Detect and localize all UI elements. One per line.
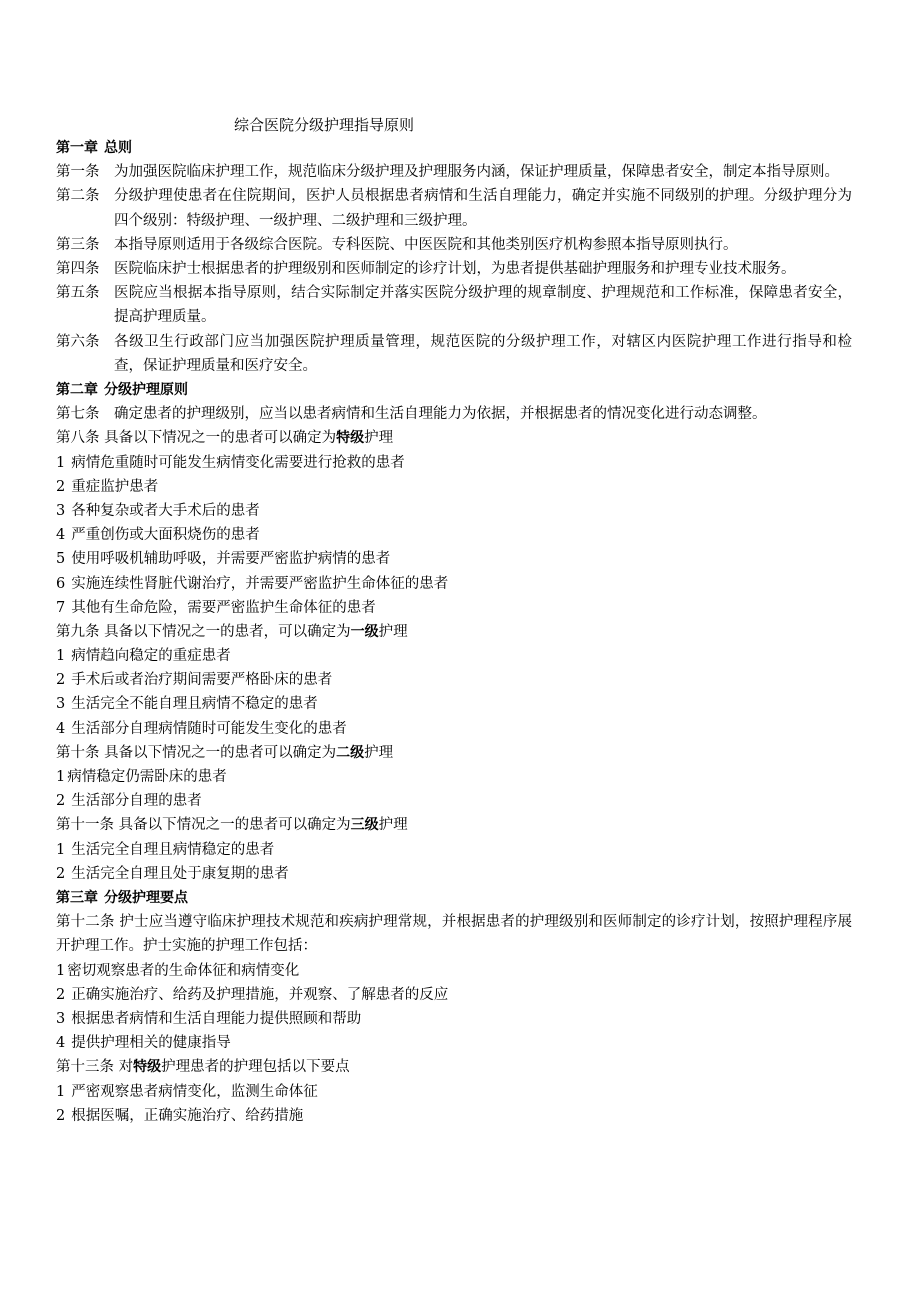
list-item bbox=[56, 1031, 852, 1055]
list-item bbox=[56, 499, 852, 523]
article-text: 为加强医院临床护理工作，规范临床分级护理及护理服务内涵，保证护理质量，保障患者安全，制定本指导原则。 bbox=[114, 164, 839, 181]
list-item bbox=[56, 451, 852, 475]
article-label: 第一条 bbox=[56, 164, 100, 181]
article-3 bbox=[56, 233, 852, 257]
article-5 bbox=[56, 281, 852, 329]
list-item-text: 实施连续性肾脏代谢治疗，并需要严密监护生命体征的患者 bbox=[71, 575, 449, 592]
article-8-list bbox=[56, 451, 852, 620]
chapter-heading-2 bbox=[56, 378, 852, 402]
list-item bbox=[56, 959, 852, 983]
list-item bbox=[56, 862, 852, 886]
nursing-level-keyword: 三级 bbox=[350, 817, 379, 834]
chapter-number: 第二章 bbox=[56, 382, 98, 399]
list-item bbox=[56, 668, 852, 692]
chapter-heading-1 bbox=[56, 136, 852, 160]
list-item-text: 根据医嘱，正确实施治疗、给药措施 bbox=[71, 1107, 304, 1124]
list-item bbox=[56, 1007, 852, 1031]
list-item-text: 各种复杂或者大手术后的患者 bbox=[71, 502, 260, 519]
list-item-number: 6 bbox=[56, 575, 66, 592]
list-item-number: 2 bbox=[56, 793, 66, 810]
list-item-text: 严密观察患者病情变化，监测生命体征 bbox=[71, 1083, 318, 1100]
list-item-number: 1 bbox=[56, 841, 66, 858]
article-text: 本指导原则适用于各级综合医院。专科医院、中医医院和其他类别医疗机构参照本指导原则执行。 bbox=[114, 236, 738, 253]
list-item-text: 生活完全自理且病情稳定的患者 bbox=[71, 841, 275, 858]
list-item-number: 1 bbox=[56, 769, 66, 786]
article-13 bbox=[56, 1055, 852, 1079]
list-item-text: 病情趋向稳定的重症患者 bbox=[71, 648, 231, 665]
document-body bbox=[56, 136, 852, 1128]
article-text-suffix: 护理 bbox=[364, 430, 394, 447]
list-item-text: 生活完全不能自理且病情不稳定的患者 bbox=[71, 696, 318, 713]
list-item-number: 1 bbox=[56, 962, 66, 979]
article-2 bbox=[56, 184, 852, 232]
article-10-list bbox=[56, 765, 852, 813]
list-item bbox=[56, 717, 852, 741]
article-13-list bbox=[56, 1080, 852, 1128]
list-item bbox=[56, 692, 852, 716]
article-text-suffix: 护理 bbox=[364, 744, 394, 761]
list-item bbox=[56, 789, 852, 813]
list-item-text: 生活完全自理且处于康复期的患者 bbox=[71, 865, 289, 882]
article-6 bbox=[56, 330, 852, 378]
article-text: 医院应当根据本指导原则，结合实际制定并落实医院分级护理的规章制度、护理规范和工作标准，保障患者安全，提高护理质量。 bbox=[114, 285, 852, 326]
list-item-text: 生活部分自理的患者 bbox=[71, 793, 202, 810]
article-text: 分级护理使患者在住院期间，医护人员根据患者病情和生活自理能力，确定并实施不同级别的护理。分级护理分为四个级别：特级护理、一级护理、二级护理和三级护理。 bbox=[114, 188, 852, 229]
list-item-number: 2 bbox=[56, 986, 66, 1003]
nursing-level-keyword: 特级 bbox=[133, 1059, 162, 1076]
list-item-text: 病情危重随时可能发生病情变化需要进行抢救的患者 bbox=[71, 454, 405, 471]
list-item-number: 5 bbox=[56, 551, 66, 568]
list-item-number: 2 bbox=[56, 672, 66, 689]
list-item-number: 1 bbox=[56, 648, 66, 665]
list-item-text: 正确实施治疗、给药及护理措施，并观察、了解患者的反应 bbox=[71, 986, 449, 1003]
article-12-list bbox=[56, 959, 852, 1056]
list-item-text: 重症监护患者 bbox=[71, 478, 159, 495]
article-text-suffix: 护理 bbox=[378, 817, 408, 834]
list-item-number: 3 bbox=[56, 696, 66, 713]
article-label: 第六条 bbox=[56, 333, 100, 350]
list-item bbox=[56, 475, 852, 499]
chapter-number: 第一章 bbox=[56, 140, 98, 156]
document-title: 综合医院分级护理指导原则 bbox=[234, 116, 415, 134]
list-item-number: 1 bbox=[56, 454, 66, 471]
list-item bbox=[56, 1080, 852, 1104]
article-text: 第十条 具备以下情况之一的患者可以确定为 bbox=[56, 744, 337, 761]
list-item-number: 4 bbox=[56, 1035, 66, 1052]
article-label: 第二条 bbox=[56, 188, 100, 205]
article-label: 第四条 bbox=[56, 261, 100, 277]
list-item bbox=[56, 1104, 852, 1128]
article-text: 第十三条 对 bbox=[56, 1059, 134, 1076]
list-item bbox=[56, 838, 852, 862]
article-label: 第七条 bbox=[56, 406, 100, 423]
list-item-text: 病情稳定仍需卧床的患者 bbox=[67, 769, 227, 786]
list-item bbox=[56, 983, 852, 1007]
list-item-number: 2 bbox=[56, 1107, 66, 1124]
list-item-number: 3 bbox=[56, 502, 66, 519]
article-12: 第十二条 护士应当遵守临床护理技术规范和疾病护理常规，并根据患者的护理级别和医师制定的诊疗计划，按照护理程序展开护理工作。护士实施的护理工作包括： bbox=[56, 914, 852, 955]
article-1 bbox=[56, 160, 852, 184]
chapter-name: 分级护理原则 bbox=[104, 382, 188, 399]
article-4 bbox=[56, 257, 852, 281]
article-text-suffix: 护理患者的护理包括以下要点 bbox=[161, 1059, 350, 1076]
list-item-text: 手术后或者治疗期间需要严格卧床的患者 bbox=[71, 672, 333, 689]
chapter-heading-3 bbox=[56, 886, 852, 910]
article-text: 医院临床护士根据患者的护理级别和医师制定的诊疗计划，为患者提供基础护理服务和护理专业技术服务。 bbox=[114, 261, 796, 277]
chapter-name: 分级护理要点 bbox=[104, 889, 188, 906]
list-item-text: 提供护理相关的健康指导 bbox=[71, 1035, 231, 1052]
list-item-text: 密切观察患者的生命体征和病情变化 bbox=[67, 962, 300, 979]
list-item-number: 2 bbox=[56, 865, 66, 882]
article-text: 确定患者的护理级别，应当以患者病情和生活自理能力为依据，并根据患者的情况变化进行动态调整。 bbox=[114, 406, 767, 423]
article-9 bbox=[56, 620, 852, 644]
list-item-number: 7 bbox=[56, 599, 66, 616]
article-label: 第五条 bbox=[56, 285, 100, 302]
list-item-text: 根据患者病情和生活自理能力提供照顾和帮助 bbox=[71, 1010, 362, 1027]
article-text-suffix: 护理 bbox=[378, 623, 408, 640]
nursing-level-keyword: 一级 bbox=[350, 623, 379, 640]
list-item-number: 3 bbox=[56, 1010, 66, 1027]
list-item-text: 严重创伤或大面积烧伤的患者 bbox=[71, 527, 260, 544]
article-10 bbox=[56, 741, 852, 765]
article-label: 第三条 bbox=[56, 236, 100, 253]
list-item-number: 1 bbox=[56, 1083, 66, 1100]
article-text: 第九条 具备以下情况之一的患者，可以确定为 bbox=[56, 623, 351, 640]
article-7 bbox=[56, 402, 852, 426]
article-8 bbox=[56, 426, 852, 450]
article-11 bbox=[56, 813, 852, 837]
list-item bbox=[56, 596, 852, 620]
list-item bbox=[56, 547, 852, 571]
list-item-text: 生活部分自理病情随时可能发生变化的患者 bbox=[71, 720, 347, 737]
list-item bbox=[56, 523, 852, 547]
list-item bbox=[56, 644, 852, 668]
chapter-number: 第三章 bbox=[56, 889, 98, 906]
article-text: 第十一条 具备以下情况之一的患者可以确定为 bbox=[56, 817, 351, 834]
nursing-level-keyword: 二级 bbox=[336, 744, 365, 761]
article-9-list bbox=[56, 644, 852, 741]
list-item-number: 4 bbox=[56, 527, 66, 544]
list-item-number: 2 bbox=[56, 478, 66, 495]
list-item-number: 4 bbox=[56, 720, 66, 737]
list-item-text: 使用呼吸机辅助呼吸，并需要严密监护病情的患者 bbox=[71, 551, 391, 568]
chapter-name: 总则 bbox=[104, 140, 132, 156]
list-item bbox=[56, 572, 852, 596]
article-11-list bbox=[56, 838, 852, 886]
list-item bbox=[56, 765, 852, 789]
nursing-level-keyword: 特级 bbox=[336, 430, 365, 447]
article-text: 各级卫生行政部门应当加强医院护理质量管理，规范医院的分级护理工作，对辖区内医院护理工作进行指导和检查，保证护理质量和医疗安全。 bbox=[114, 333, 852, 374]
list-item-text: 其他有生命危险，需要严密监护生命体征的患者 bbox=[71, 599, 376, 616]
article-text: 第八条 具备以下情况之一的患者可以确定为 bbox=[56, 430, 337, 447]
